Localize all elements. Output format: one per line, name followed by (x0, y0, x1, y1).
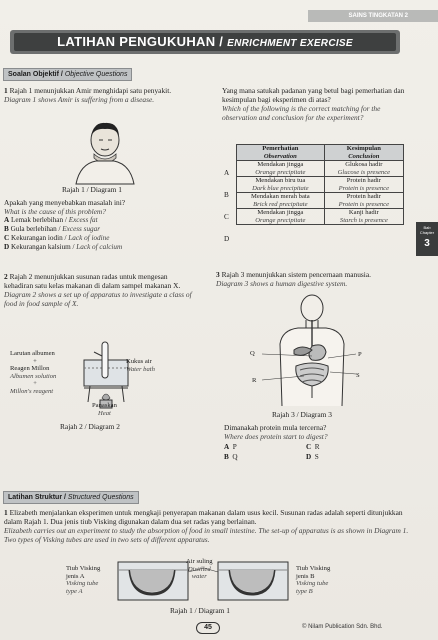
label-s: S (356, 372, 360, 379)
q2-caption: Rajah 2 / Diagram 2 (60, 422, 120, 431)
label-p: P (358, 351, 362, 358)
label-distilled-water: Air suling Distilled water (186, 558, 213, 580)
structured-question-1: 1 Elizabeth menjalankan eksperimen untuk mengkaji penyerapan makanan dalam usus kecil. Susunan radas adalah seperti ditunjukkan dalam Rajah 1. Dua jenis tiub Visking digunakan dalam dua set radas yang berlainan. Elizabeth carries out an experiment to study the absorption of food in small intestine. The set-up of apparatus is as shown in Diagram 1. Two types of Visking tubes are used in two sets of different apparatus. (4, 508, 409, 544)
banner-sep: / (215, 34, 228, 49)
table-header-row: Pemerhatian Observation Kesimpulan Conclusion (237, 145, 404, 161)
section-structured: Latihan Struktur / Structured Questions (3, 491, 139, 504)
header-tag: SAINS TINGKATAN 2 (308, 10, 438, 22)
chapter-side-tab: Bab Chapter 3 (416, 222, 438, 256)
table-row[interactable]: Mendakan jingga Orange precipitate Glukosa hadir Glucose is presence (237, 161, 404, 177)
page-number: 45 (196, 622, 220, 634)
table-option-c[interactable]: C (224, 213, 229, 221)
q3-caption: Rajah 3 / Diagram 3 (272, 410, 332, 419)
question-1: 1 Rajah 1 menunjukkan Amir menghidapi satu penyakit. Diagram 1 shows Amir is suffering from a disease. (4, 86, 172, 104)
q1-option-d[interactable]: D Kekurangan kalsium / Lack of calcium (4, 243, 123, 251)
question-3: 3 Rajah 3 menunjukkan sistem pencernaan manusia. Diagram 3 shows a human digestive system. (216, 270, 371, 288)
banner-title-ms: LATIHAN PENGUKUHAN (57, 34, 216, 49)
label-tube-a: Tiub Visking jenis A Visking tube type A (66, 565, 101, 595)
q3-option-c[interactable]: C R (306, 443, 320, 451)
q1-caption: Rajah 1 / Diagram 1 (62, 185, 122, 194)
table-row[interactable]: Mendakan jingga Orange precipitate Kanji hadir Starch is presence (237, 209, 404, 225)
table-option-a[interactable]: A (224, 169, 230, 177)
q2-label-bath: Kukus air Water bath (126, 358, 155, 373)
publisher-credit: © Nilam Publication Sdn. Bhd. (302, 624, 383, 630)
q3-ask: Dimanakah protein mula tercerna? Where does protein start to digest? (224, 423, 328, 441)
q3-option-a[interactable]: A P (224, 443, 237, 451)
sick-boy-illustration (72, 118, 138, 184)
label-q: Q (250, 350, 255, 357)
section-objective: Soalan Objektif / Objective Questions (3, 68, 132, 81)
q2-label-albumen: Larutan albumen + Reagen Millon Albumen solution + Millon's reagent (10, 350, 57, 395)
table-row[interactable]: Mendakan biru tua Dark blue precipitate Protein hadir Protein is presence (237, 177, 404, 193)
label-r: R (252, 377, 257, 384)
q1-option-b[interactable]: B Gula berlebihan / Excess sugar (4, 225, 101, 233)
s1-caption: Rajah 1 / Diagram 1 (170, 606, 230, 615)
q1-option-a[interactable]: A Lemak berlebihan / Excess fat (4, 216, 98, 224)
q1-option-c[interactable]: C Kekurangan iodin / Lack of iodine (4, 234, 110, 242)
table-row[interactable]: Mendakan merah bata Brick red precipitate Protein hadir Protein is presence (237, 193, 404, 209)
table-option-b[interactable]: B (224, 191, 229, 199)
question-2: 2 Rajah 2 menunjukkan susunan radas untuk mengesan kehadiran satu kelas makanan di dalam sampel makanan X. Diagram 2 shows a set up of apparatus to investigate a class of food in food sample of X. (4, 272, 192, 308)
banner-title-en: ENRICHMENT EXERCISE (227, 38, 353, 49)
table-option-d[interactable]: D (224, 235, 230, 243)
q2-label-heat: Panaskan Heat (92, 402, 117, 417)
q3-option-d[interactable]: D S (306, 453, 319, 461)
label-tube-b: Tiub Visking jenis B Visking tube type B (296, 565, 331, 595)
q1-ask: Apakah yang menyebabkan masalah ini? What is the cause of this problem? (4, 198, 126, 216)
question-2-continued: Yang mana satukah padanan yang betul bagi pemerhatian dan kesimpulan bagi eksperimen di atas? Which of the following is the correct matching for the observation and conclusion for the experiment? (222, 86, 405, 122)
observation-conclusion-table (236, 144, 404, 225)
title-banner (10, 30, 400, 54)
q3-option-b[interactable]: B Q (224, 453, 238, 461)
